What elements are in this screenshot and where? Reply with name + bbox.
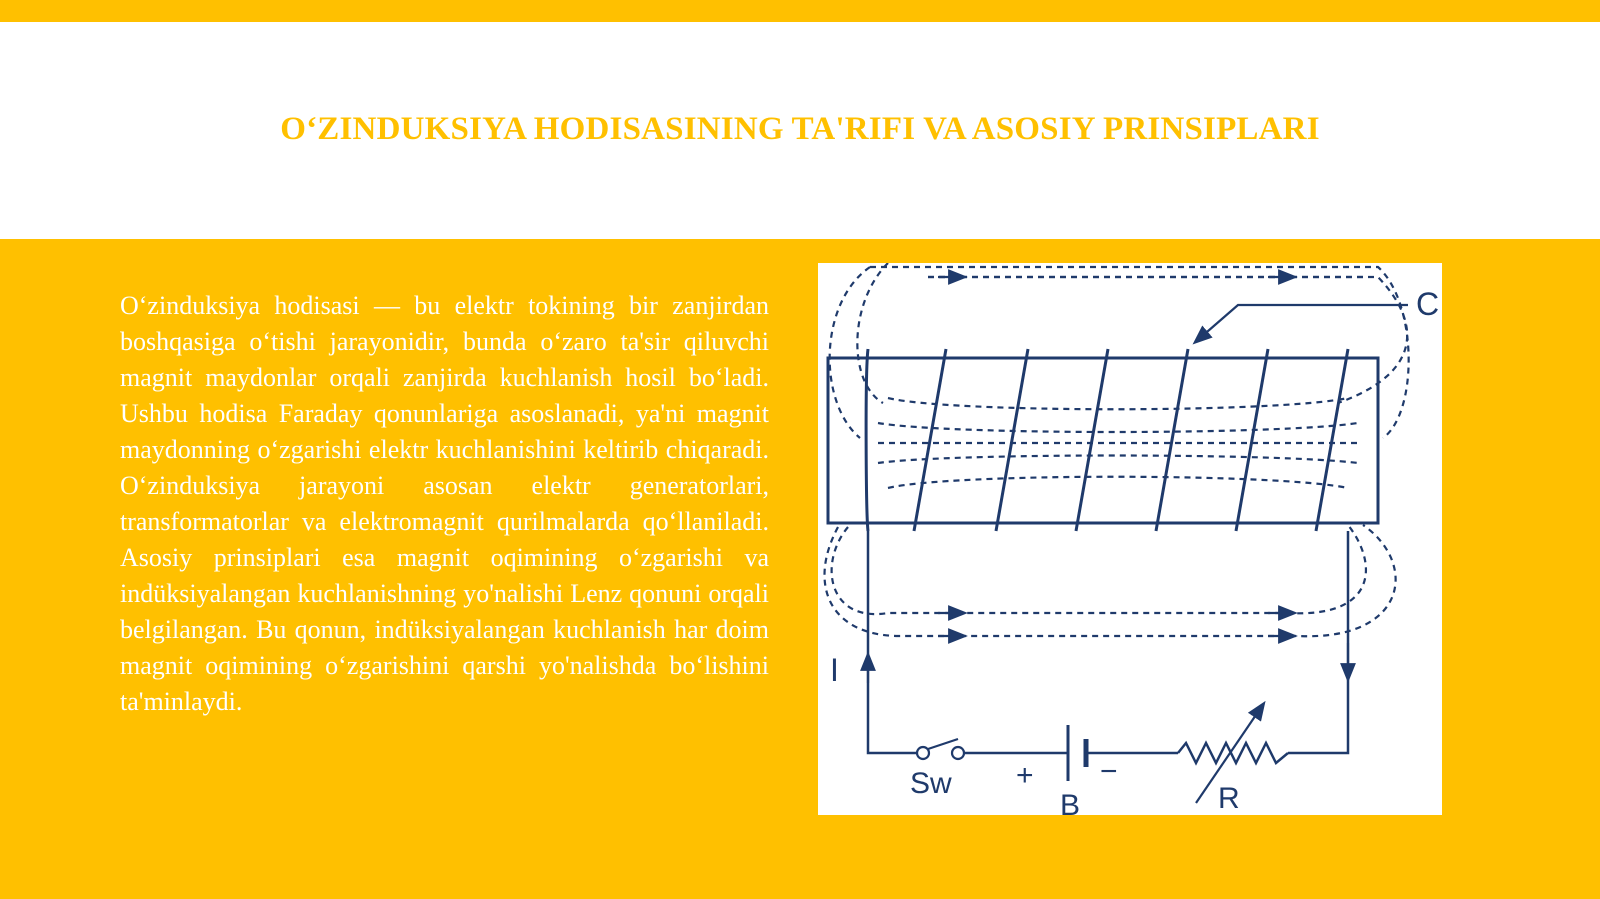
coil-turn xyxy=(1076,349,1108,531)
circuit-wire xyxy=(868,531,916,753)
switch-contact xyxy=(952,747,964,759)
field-line xyxy=(857,263,1363,403)
field-line xyxy=(832,525,1366,614)
coil-turn xyxy=(1156,349,1188,531)
coil-turn xyxy=(1236,349,1268,531)
core-label: C xyxy=(1416,286,1440,322)
minus-label: − xyxy=(1100,755,1118,788)
field-line xyxy=(825,525,1396,636)
resistor-label: R xyxy=(1218,782,1240,815)
coil-turn xyxy=(1316,349,1348,531)
plus-label: + xyxy=(1016,759,1034,792)
body-paragraph: O‘zinduksiya hodisasi — bu elektr tokining bir zanjirdan boshqasiga o‘tishi jarayonidir, bunda o‘zaro ta'sir qiluvchi magnit maydonlar orqali zanjirda kuchlanish hosil bo‘ladi. Ushbu hodisa Faraday qonunlariga asoslanadi, ya'ni magnit maydonning o‘zgarishi elektr kuchlanishini keltirib chiqaradi. O‘zinduksiya jarayoni asosan elektr generatorlari, transformatorlar va elektromagnit qurilmalarda qo‘llaniladi. Asosiy prinsiplari esa magnit oqimining o‘zgarishi va indüksiyalangan kuchlanishning yo'nalishi Lenz qonuni orqali belgilangan. Bu qonun, indüksiyalangan kuchlanish har doim magnit oqimining o‘zgarishini qarshi yo'nalishda bo‘lishini ta'minlaydi. xyxy=(120,291,769,716)
title-band xyxy=(0,22,1600,239)
field-line xyxy=(888,477,1348,488)
current-label: I xyxy=(830,652,839,688)
battery-label: B xyxy=(1060,789,1081,815)
resistor-zigzag xyxy=(1178,743,1288,763)
solenoid-diagram xyxy=(818,263,1442,815)
coil-turn xyxy=(914,349,946,531)
coil-turn xyxy=(866,349,868,531)
solenoid-diagram-svg xyxy=(818,263,1442,815)
field-line xyxy=(878,423,1358,432)
field-line xyxy=(888,398,1348,409)
switch-label: Sw xyxy=(910,767,952,800)
field-line xyxy=(830,267,1409,438)
field-line xyxy=(878,456,1358,464)
switch-contact xyxy=(917,747,929,759)
core-pointer xyxy=(1200,305,1408,338)
circuit-wire xyxy=(1288,531,1348,753)
field-line xyxy=(928,277,1407,403)
coil-turn xyxy=(996,349,1028,531)
switch-lever xyxy=(928,739,958,749)
slide-title: O‘ZINDUKSIYA HODISASINING TA'RIFI VA ASOSIY PRINSIPLARI xyxy=(280,111,1320,147)
